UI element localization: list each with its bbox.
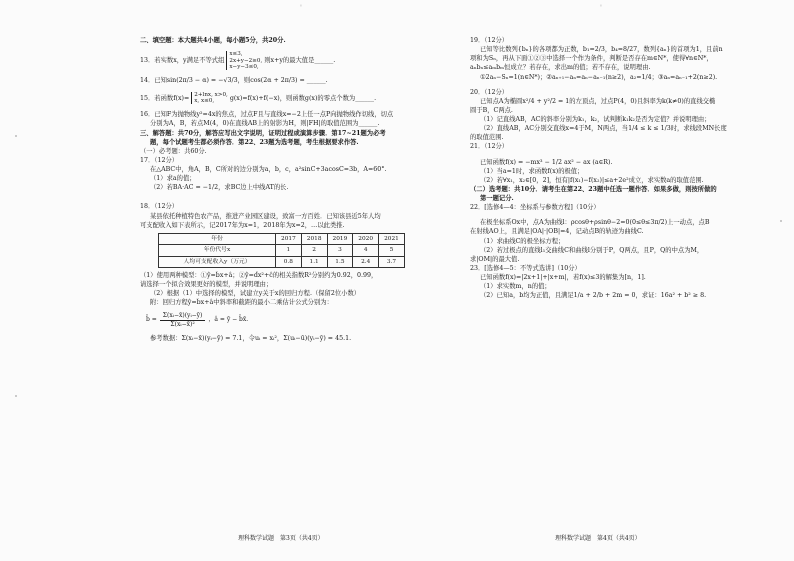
question-18-stem1: 某县依托种植特色农产品，推进产业园区建设，致富一方百姓．已知该县近5年人均 <box>150 212 381 220</box>
question-18-reference-data: 参考数据：Σ(xᵢ−x̄)(yᵢ−ȳ) = 7.1，令uᵢ = xᵢ²，Σ(uᵢ−ū)(yᵢ−ȳ) = 45.1. <box>150 334 352 342</box>
question-22-stem2: 在射线AO上，且满足|OA|·|OB|=4，记动点B的轨迹为曲线C. <box>470 228 644 236</box>
question-19-stem1: 已知等比数列{bₙ}的各项都为正数，b₁=2/3，b₄=8/27，数列{aₙ}的首项为1，且前n <box>480 46 723 54</box>
question-19-stem3: aₙbₙ≤aₘbₘ恒成立？若存在，求出m的值；若不存在，说明理由. <box>470 64 651 72</box>
question-22-stem1: 在极坐标系Ox中，点A为曲线l：ρcosθ+ρsinθ−2=0(0≤θ≤3π/2)上一动点，点B <box>480 219 710 227</box>
question-21-part2: （2）若∀x₁，x₂∈[0，2]，恒有|f(x₁)−f(x₂)|≤a+2e²成立，求实数a的取值范围. <box>480 176 704 184</box>
question-17-head: 17．（12分） <box>140 156 179 164</box>
question-21-part1: （1）当a=1时，求函数f(x)的极值； <box>480 167 584 175</box>
question-15: 15．若函数f(x)= 2+lnx, x>0, x, x≤0, g(x)=f(x)+f(−x)，则函数g(x)的零点个数为______. <box>140 91 377 104</box>
scan-mark: ' <box>300 4 302 12</box>
question-22-part1: （1）求曲线C的极坐标方程； <box>480 237 565 245</box>
question-20-part2: （2）直线AB，AC分别交直线x=4于M，N两点，当1/4 ≤ k ≤ 1/3时，求线段MN长度 <box>480 125 727 133</box>
question-23-part1: （1）求实数m，n的值； <box>480 283 551 291</box>
question-21-stem: 已知函数f(x) = −mx³ − 1/2 ax² − ax (a∈R). <box>480 158 613 166</box>
table-row: 年份代号x 1 2 3 4 5 <box>159 245 405 256</box>
question-23-head: 23．[选修4—5：不等式选讲]（10分） <box>470 264 581 272</box>
section-solve-line2: 题，每个试题考生都必须作答．第22、23题为选考题，考生根据要求作答. <box>150 138 359 146</box>
question-22-part2b: 求|OM|的最大值. <box>470 255 520 263</box>
question-19-options: ①2aₙ−Sₙ=1(n∈N*)；②aₙ₊₁−aₙ=aₙ−aₙ₋₁(n≥2)，a₂=1/4；③aₙ=aₙ₋₁+2(n≥2). <box>480 73 718 81</box>
footer-page-3: 理科数学试题 第3页（共4页） <box>238 535 324 542</box>
scan-mark: ' <box>600 4 602 12</box>
question-17-part1: （1）求a的值； <box>150 175 196 183</box>
income-table <box>158 233 405 268</box>
part-optional-line2: 第一题记分. <box>480 195 514 202</box>
least-squares-formula: b̂ = $\frac{\text{Σ(xᵢ−x̄)(yᵢ−ȳ)}}{\text{Σ(xᵢ−x̄)²}}$ ，â = ȳ − b̂x̄. <box>146 311 249 329</box>
question-21-head: 21．（12分） <box>470 143 509 151</box>
question-18-stem2: 可支配收入如下表所示，记2017年为x=1，2018年为x=2，…以此类推. <box>140 221 345 229</box>
question-20-stem1: 已知点A为椭圆x²/4 + y²/2 = 1的左顶点，过点P(4，0)且斜率为k(k≠0)的直线交椭 <box>480 97 716 105</box>
question-18-part1b: 请选择一个拟合效果更好的模型，并说明理由； <box>140 281 273 289</box>
section-solve-line1: 三、解答题：共70分，解答应写出文字说明，证明过程或演算步骤．第17~21题为必考 <box>140 129 386 137</box>
question-16-line2: 分别为A，B，若点M(4，0)在直线AB上的射影为H，则|FH|的取值范围为______. <box>150 120 380 128</box>
question-18-head: 18．（12分） <box>140 203 179 211</box>
question-23-part2: （2）已知a，b均为正值，且满足1/a + 2/b + 2m = 0，求证：16a² + b² ≥ 8. <box>480 292 707 300</box>
question-20-part1: （1）记直线AB，AC的斜率分别为k₁，k₂，试判断k₁k₂是否为定值？并说明理由； <box>480 116 711 123</box>
section-fill-in-title: 二、填空题：本大题共4小题，每小题5分，共20分. <box>140 37 286 44</box>
question-18-appendix: 附：回归方程ŷ=b̂x+â中斜率和截距的最小二乘估计公式分别为： <box>150 299 333 307</box>
table-row: 年份 2017 2018 2019 2020 2021 <box>159 233 405 244</box>
question-22-head: 22．[选修4—4：坐标系与参数方程]（10分） <box>470 204 600 212</box>
left-page <box>140 36 440 343</box>
footer-page-4: 理科数学试题 第4页（共4页） <box>555 535 641 542</box>
right-page <box>470 36 770 300</box>
question-19-head: 19．（12分） <box>470 37 509 44</box>
question-17-stem: 在△ABC中，角A，B，C所对的边分别为a，b，c，a²sinC+3acosC=3b，A=60°. <box>150 166 387 174</box>
question-17-part2: （2）若BA·AC = −1/2，求BC边上中线AT的长. <box>150 184 289 192</box>
question-20-part2b: 的取值范围. <box>470 134 504 142</box>
scan-speck <box>15 395 17 397</box>
question-19-stem2: 项和为Sₙ，再从下面①②③中选择一个作为条件，判断是否存在m∈N*，使得∀n∈N*， <box>470 55 713 63</box>
piecewise-function: 2+lnx, x>0, x, x≤0, <box>191 92 228 105</box>
question-22-part2: （2）若过极点的直线l₁交曲线C和曲线l分别于P，Q两点，且P，Q的中点为M， <box>480 246 704 254</box>
fraction: $\frac{\text{Σ(xᵢ−x̄)(yᵢ−ȳ)}}{\text{Σ(xᵢ−x̄)²}}$ <box>160 312 206 330</box>
question-18-part2: （2）根据（1）中选择的模型，试建立y关于x的回归方程.（保留2位小数） <box>150 290 361 298</box>
question-16-line1: 16．已知F为抛物线y²=4x的焦点，过点F且与直线x=−2上任一点P向抛物线作切线，切点 <box>140 111 394 119</box>
part-optional-line1: （二）选考题：共10分．请考生在第22、23题中任选一题作答．如果多做，则按所做的 <box>470 185 717 193</box>
scan-speck <box>15 135 17 137</box>
question-14: 14．已知sin(2π/3 − α) = −√3/3，则cos(2α + 2π/3) = ______. <box>140 77 328 85</box>
scan-speck <box>780 220 782 222</box>
table-row: 人均可支配收入y（万元） 0.8 1.1 1.5 2.4 3.7 <box>159 256 405 267</box>
part-required: （一）必考题：共60分. <box>140 147 207 155</box>
question-20-stem2: 圆于B，C两点. <box>470 106 513 114</box>
question-20-head: 20．（12分） <box>470 88 509 96</box>
question-13: 13．若实数x，y满足不等式组 x≤3, 2x+y−2≥0, x−y−3≤0, 则x+y的最大值是______. <box>140 51 336 70</box>
question-18-part1a: （1）使用两种模型：①ŷ=b̂x+â；②ŷ=d̂x²+ĉ的相关指数R²分别约为0.92，0.99， <box>140 272 378 280</box>
inequality-system: x≤3, 2x+y−2≥0, x−y−3≤0, <box>226 51 262 70</box>
question-23-stem: 已知函数f(x)=|2x+1|+|x+m|，若f(x)≤3的解集为[n，1]. <box>480 274 646 281</box>
